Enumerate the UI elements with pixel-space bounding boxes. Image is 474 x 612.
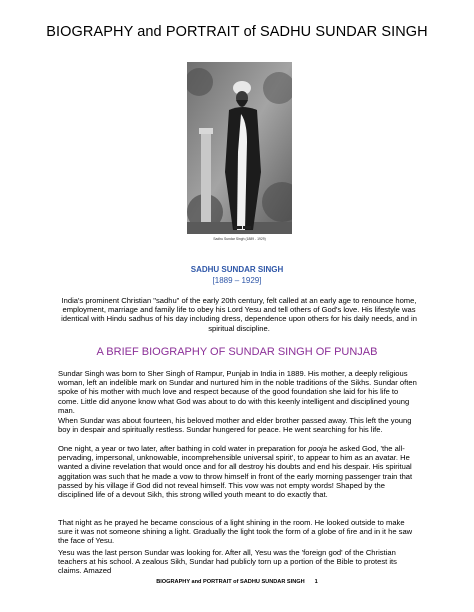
footer-title: BIOGRAPHY and PORTRAIT of SADHU SUNDAR SINGH: [156, 579, 305, 585]
page-footer: [0, 579, 474, 585]
subject-years: [1889 – 1929]: [212, 276, 262, 285]
section-heading: A BRIEF BIOGRAPHY OF SUNDAR SINGH OF PUNJAB: [96, 346, 378, 358]
photo-caption: Sadhu Sundar Singh (1889 - 1929): [213, 237, 266, 241]
paragraph-5: Yesu was the last person Sundar was looking for. After all, Yesu was the 'foreign god' of the Christian teachers at his school. A zealous Sikh, Sundar had publicly torn up a portion of the Bible to protest its claims. Amazed: [58, 548, 397, 576]
intro-paragraph: India's prominent Christian "sadhu" of the early 20th century, felt called at an early age to renounce home, employment, marriage and family life to obey his Lord Yesu and tell others of God's love. His lifestyle was identical with Hindu sadhus of his day including dress, dependence upon others for his daily needs, and in spiritual discipline.: [61, 296, 417, 333]
paragraph-3-text-a: One night, a year or two later, after bathing in cold water in preparation for: [58, 444, 309, 453]
pooja-word: pooja: [308, 444, 327, 453]
page-number: 1: [314, 579, 318, 585]
portrait-photo: [187, 62, 292, 234]
paragraph-2: When Sundar was about fourteen, his beloved mother and elder brother passed away. This left the young boy in despair and spiritually restless. Sundar hungered for peace. He went searching for his life.: [58, 416, 412, 435]
page-title: BIOGRAPHY and PORTRAIT of SADHU SUNDAR SINGH: [46, 24, 428, 40]
portrait-image: [187, 62, 292, 234]
paragraph-4: That night as he prayed he became conscious of a light shining in the room. He looked outside to make sure it was not someone shining a light. Gradually the light took the form of a globe of fire and in it he saw the face of Yesu.: [58, 518, 413, 546]
paragraph-1: Sundar Singh was born to Sher Singh of Rampur, Punjab in India in 1889. His mother, a deeply religious woman, left an indelible mark on Sundar and nurtured him in the noble traditions of the Sikhs. Sundar often spoke of his mother with much love and respect because of the good foundation she laid for his life to come. Little did anyone know what God was about to do with this keenly intelligent and disciplined young man.: [58, 369, 417, 415]
paragraph-3-text-b: he asked God, 'the all-pervading, impersonal, unknowable, incomprehensible universal spirit', to appear to him as an avatar. He wanted a divine revelation that would once and for all destroy his doubts and end his despair. His spiritual aggitation was such that he made a vow to throw himself in front of the early morning passenger train that passed by his village if God did not reveal himself. This vow was not empty words! Shaped by the disciplined life of a devout Sikh, this strong willed youth meant to do exactly that.: [58, 444, 413, 500]
subject-name: SADHU SUNDAR SINGH: [190, 265, 284, 274]
paragraph-3: [58, 444, 420, 499]
